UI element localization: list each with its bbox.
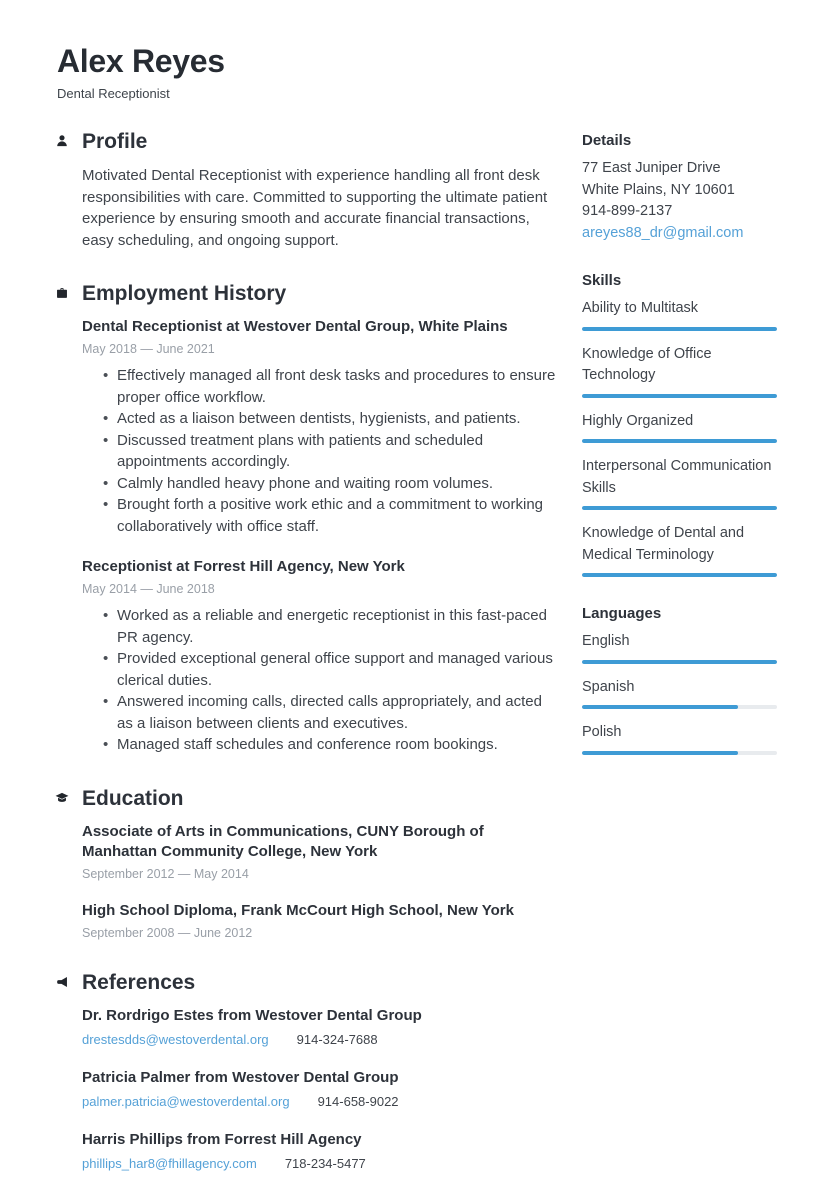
job-bullet: • Managed staff schedules and conference room bookings.	[103, 734, 556, 756]
meter-fill	[582, 327, 777, 331]
resume-header	[0, 0, 840, 101]
meter-label: English	[582, 633, 630, 649]
address-line-1: 77 East Juniper Drive	[582, 160, 721, 176]
education-entry-title: High School Diploma, Frank McCourt High School, New York	[82, 901, 514, 919]
job-bullet: • Discussed treatment plans with patients and scheduled appointments accordingly.	[103, 430, 556, 473]
briefcase-icon	[55, 281, 82, 317]
meter-fill	[582, 506, 777, 510]
sidebar	[582, 129, 777, 782]
languages-list	[582, 631, 777, 755]
job-bullet: • Provided exceptional general office support and managed various clerical duties.	[103, 648, 556, 691]
meter-track	[582, 660, 777, 664]
reference-email-link[interactable]: phillips_har8@fhillagency.com	[82, 1155, 257, 1171]
employment-heading: Employment History	[82, 282, 287, 305]
references-heading: References	[82, 970, 196, 994]
phone-number: 914-899-2137	[582, 203, 673, 219]
reference-email-link[interactable]: drestesdds@westoverdental.org	[82, 1031, 269, 1047]
profile-text: Motivated Dental Receptionist with experience handling all front desk responsibilities with care. Committed to supporting the ultimate patient experience by ensuring smooth and accurate financial transactions, easy scheduling, and ongoing support.	[82, 167, 548, 249]
job-bullet: • Worked as a reliable and energetic receptionist in this fast-paced PR agency.	[103, 605, 556, 648]
job-bullet: • Answered incoming calls, directed calls appropriately, and acted as a liaison between clients and executives.	[103, 691, 556, 734]
meter-fill	[582, 705, 738, 709]
meter-item	[582, 677, 777, 710]
education-entry-dates: September 2008 — June 2012	[82, 925, 253, 940]
job-entry-dates: May 2014 — June 2018	[82, 582, 215, 596]
education-entry-title: Associate of Arts in Communications, CUNY Borough of Manhattan Community College, New York	[82, 822, 484, 860]
job-title-subtitle: Dental Receptionist	[57, 86, 170, 101]
references-list	[82, 1006, 556, 1172]
skills-block	[582, 271, 777, 577]
profile-heading: Profile	[82, 130, 148, 153]
job-bullet: • Calmly handled heavy phone and waiting room volumes.	[103, 473, 556, 495]
meter-label: Spanish	[582, 678, 635, 695]
meter-fill	[582, 660, 777, 664]
job-bullet: • Acted as a liaison between dentists, hygienists, and patients.	[103, 408, 556, 430]
meter-track	[582, 327, 777, 331]
meter-item	[582, 722, 777, 755]
employment-section	[55, 281, 556, 756]
meter-track	[582, 573, 777, 577]
education-section	[55, 786, 556, 940]
meter-item	[582, 298, 777, 331]
job-entry-dates: May 2018 — June 2021	[82, 342, 215, 356]
megaphone-icon	[55, 970, 82, 1006]
meter-fill	[582, 751, 738, 755]
email-link[interactable]: areyes88_dr@gmail.com	[582, 224, 744, 241]
meter-track	[582, 751, 777, 755]
meter-item	[582, 456, 777, 510]
meter-track	[582, 506, 777, 510]
education-entry-dates: September 2012 — May 2014	[82, 866, 249, 881]
job-entry	[82, 317, 556, 537]
languages-heading: Languages	[582, 605, 662, 622]
meter-item	[582, 344, 777, 398]
profile-section	[55, 129, 556, 251]
meter-item	[582, 411, 777, 444]
meter-label: Interpersonal Communication Skills	[582, 458, 772, 496]
reference-email-link[interactable]: palmer.patricia@westoverdental.org	[82, 1093, 290, 1109]
address-line-2: White Plains, NY 10601	[582, 181, 735, 198]
meter-item	[582, 631, 777, 664]
education-heading: Education	[82, 786, 184, 810]
reference-entry-name: Dr. Rordrigo Estes from Westover Dental Group	[82, 1006, 422, 1024]
reference-contact	[82, 1093, 556, 1110]
meter-fill	[582, 394, 777, 398]
reference-entry-name: Harris Phillips from Forrest Hill Agency	[82, 1130, 362, 1148]
skills-heading: Skills	[582, 272, 622, 289]
meter-fill	[582, 439, 777, 443]
reference-entry	[82, 1130, 556, 1172]
meter-label: Knowledge of Office Technology	[582, 345, 712, 383]
job-bullet-list	[82, 365, 556, 537]
meter-label: Polish	[582, 724, 622, 740]
main-column	[55, 129, 556, 1187]
content-columns	[0, 101, 840, 1187]
reference-phone: 914-324-7688	[296, 1031, 378, 1047]
person-icon	[55, 129, 82, 165]
job-entry	[82, 557, 556, 756]
reference-contact	[82, 1031, 556, 1048]
graduation-cap-icon	[55, 786, 82, 822]
job-bullet: • Effectively managed all front desk tasks and procedures to ensure proper office workflow.	[103, 365, 556, 408]
meter-fill	[582, 573, 777, 577]
meter-track	[582, 705, 777, 709]
job-bullet: • Brought forth a positive work ethic and a commitment to working collaboratively with office staff.	[103, 494, 556, 537]
reference-entry	[82, 1006, 556, 1048]
reference-contact	[82, 1155, 556, 1172]
education-list	[82, 822, 556, 940]
meter-track	[582, 439, 777, 443]
meter-label: Highly Organized	[582, 412, 694, 429]
education-entry	[82, 901, 556, 940]
meter-track	[582, 394, 777, 398]
meter-label: Knowledge of Dental and Medical Terminology	[582, 525, 745, 563]
languages-block	[582, 604, 777, 755]
education-entry	[82, 822, 556, 881]
references-section	[55, 970, 556, 1172]
reference-entry	[82, 1068, 556, 1110]
details-block	[582, 131, 777, 244]
meter-item	[582, 523, 777, 577]
meter-label: Ability to Multitask	[582, 300, 699, 316]
page-title: Alex Reyes	[57, 43, 225, 79]
reference-entry-name: Patricia Palmer from Westover Dental Group	[82, 1068, 399, 1086]
job-bullet-list	[82, 605, 556, 756]
skills-list	[582, 298, 777, 577]
job-entry-title: Receptionist at Forrest Hill Agency, New York	[82, 558, 405, 575]
jobs-list	[82, 317, 556, 756]
reference-phone: 914-658-9022	[317, 1093, 399, 1109]
reference-phone: 718-234-5477	[284, 1155, 366, 1171]
job-entry-title: Dental Receptionist at Westover Dental Group, White Plains	[82, 318, 508, 335]
details-heading: Details	[582, 132, 632, 149]
